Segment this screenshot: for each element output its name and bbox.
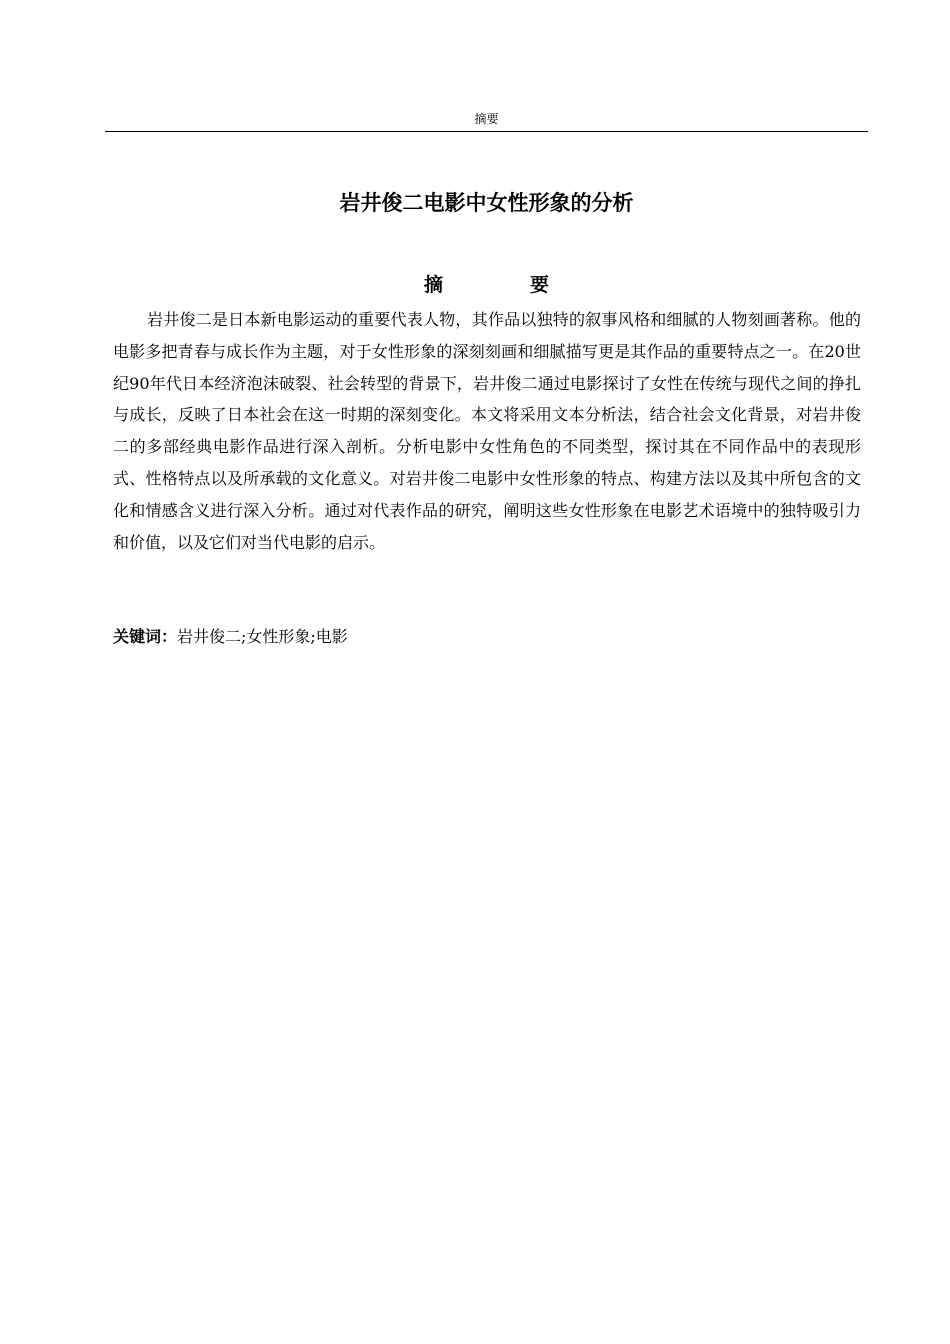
keywords-label: 关键词：: [113, 627, 178, 646]
keywords-value: 岩井俊二;女性形象;电影: [177, 627, 348, 646]
running-header: 摘要: [474, 112, 499, 126]
keywords-line: [113, 624, 861, 650]
abstract-heading: 摘 要: [423, 274, 583, 296]
document-title: 岩井俊二电影中女性形象的分析: [339, 191, 634, 215]
header-rule: [105, 131, 868, 132]
abstract-body: 岩井俊二是日本新电影运动的重要代表人物，其作品以独特的叙事风格和细腻的人物刻画著称。他的电影多把青春与成长作为主题，对于女性形象的深刻刻画和细腻描写更是其作品的重要特点之一。在20世纪90年代日本经济泡沫破裂、社会转型的背景下，岩井俊二通过电影探讨了女性在传统与现代之间的挣扎与成长，反映了日本社会在这一时期的深刻变化。本文将采用文本分析法，结合社会文化背景，对岩井俊二的多部经典电影作品进行深入剖析。分析电影中女性角色的不同类型，探讨其在不同作品中的表现形式、性格特点以及所承载的文化意义。对岩井俊二电影中女性形象的特点、构建方法以及其中所包含的文化和情感含义进行深入分析。通过对代表作品的研究，阐明这些女性形象在电影艺术语境中的独特吸引力和价值，以及它们对当代电影的启示。: [113, 310, 861, 552]
